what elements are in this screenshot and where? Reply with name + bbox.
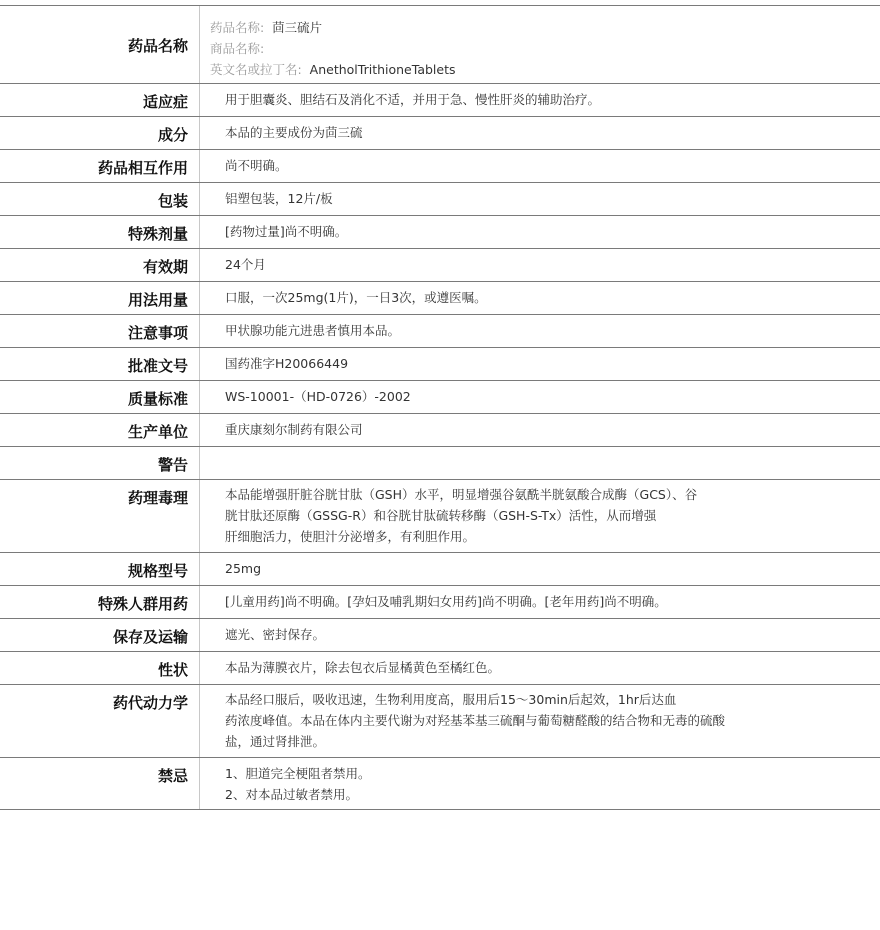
row-label: 有效期	[0, 249, 200, 281]
row-label: 药代动力学	[0, 685, 200, 757]
row-value	[200, 685, 880, 757]
row-value: 本品的主要成份为茴三硫	[225, 125, 363, 140]
drug-spec-table	[0, 5, 880, 810]
row-indications	[0, 84, 880, 117]
row-spec	[0, 553, 880, 586]
row-warning	[0, 447, 880, 480]
row-value: 25mg	[225, 561, 262, 576]
row-label: 禁忌	[0, 758, 200, 809]
row-label: 特殊剂量	[0, 216, 200, 248]
row-label: 特殊人群用药	[0, 586, 200, 618]
row-value: 遮光、密封保存。	[225, 627, 326, 642]
row-value: 本品为薄膜衣片，除去包衣后显橘黄色至橘红色。	[225, 660, 501, 675]
trade-name-key: 商品名称:	[210, 41, 265, 56]
row-interactions	[0, 150, 880, 183]
row-value: 甲状腺功能亢进患者慎用本品。	[225, 323, 401, 338]
row-drug-name	[0, 6, 880, 84]
row-value: 重庆康刻尔制药有限公司	[225, 422, 363, 437]
generic-name-value: 茴三硫片	[272, 20, 323, 35]
row-value	[200, 447, 880, 479]
row-value: 用于胆囊炎、胆结石及消化不适，并用于急、慢性肝炎的辅助治疗。	[225, 92, 601, 107]
text-line: 本品经口服后，吸收迅速，生物利用度高，服用后15～30min后起效，1hr后达血	[225, 692, 677, 707]
row-value: 口服，一次25mg(1片)，一日3次，或遵医嘱。	[225, 290, 487, 305]
row-precautions	[0, 315, 880, 348]
text-line: 1、胆道完全梗阻者禁用。	[225, 766, 371, 781]
row-label: 药品名称	[0, 6, 200, 83]
row-label: 用法用量	[0, 282, 200, 314]
trade-name-line	[210, 38, 880, 59]
text-line: 盐，通过肾排泄。	[225, 734, 326, 749]
row-pharmacology	[0, 480, 880, 553]
row-special-dose	[0, 216, 880, 249]
generic-name-key: 药品名称:	[210, 20, 265, 35]
row-label: 成分	[0, 117, 200, 149]
row-value	[200, 480, 880, 552]
row-validity	[0, 249, 880, 282]
row-value: [药物过量]尚不明确。	[225, 224, 348, 239]
row-label: 性状	[0, 652, 200, 684]
row-label: 药品相互作用	[0, 150, 200, 182]
english-name-line	[210, 59, 880, 80]
row-manufacturer	[0, 414, 880, 447]
row-value	[200, 758, 880, 809]
row-value: [儿童用药]尚不明确。[孕妇及哺乳期妇女用药]尚不明确。[老年用药]尚不明确。	[225, 594, 667, 609]
row-special-population	[0, 586, 880, 619]
row-contraindications	[0, 758, 880, 810]
row-label: 规格型号	[0, 553, 200, 585]
row-label: 适应症	[0, 84, 200, 116]
row-label: 药理毒理	[0, 480, 200, 552]
row-value: 尚不明确。	[225, 158, 288, 173]
row-value: 铝塑包装，12片/板	[225, 191, 333, 206]
row-approval	[0, 348, 880, 381]
row-label: 质量标准	[0, 381, 200, 413]
text-line: 本品能增强肝脏谷胱甘肽（GSH）水平，明显增强谷氨酰半胱氨酸合成酶（GCS）、谷	[225, 487, 698, 502]
drug-name-block	[200, 6, 880, 83]
row-ingredients	[0, 117, 880, 150]
row-label: 注意事项	[0, 315, 200, 347]
row-pharmacokinetics	[0, 685, 880, 758]
row-package	[0, 183, 880, 216]
row-standard	[0, 381, 880, 414]
row-dosage	[0, 282, 880, 315]
row-label: 生产单位	[0, 414, 200, 446]
text-line: 胱甘肽还原酶（GSSG-R）和谷胱甘肽硫转移酶（GSH-S-Tx）活性，从而增强	[225, 508, 657, 523]
english-name-key: 英文名或拉丁名:	[210, 62, 302, 77]
row-label: 警告	[0, 447, 200, 479]
row-label: 批准文号	[0, 348, 200, 380]
text-line: 2、对本品过敏者禁用。	[225, 787, 358, 802]
row-value: WS-10001-（HD-0726）-2002	[225, 389, 411, 404]
row-storage	[0, 619, 880, 652]
english-name-value: AnetholTrithioneTablets	[309, 62, 456, 77]
text-line: 药浓度峰值。本品在体内主要代谢为对羟基苯基三硫酮与葡萄糖醛酸的结合物和无毒的硫酸	[225, 713, 726, 728]
row-value: 国药准字H20066449	[225, 356, 349, 371]
row-appearance	[0, 652, 880, 685]
row-label: 保存及运输	[0, 619, 200, 651]
text-line: 肝细胞活力，使胆汁分泌增多，有利胆作用。	[225, 529, 476, 544]
row-label: 包装	[0, 183, 200, 215]
row-value: 24个月	[225, 257, 266, 272]
generic-name-line	[210, 17, 880, 38]
